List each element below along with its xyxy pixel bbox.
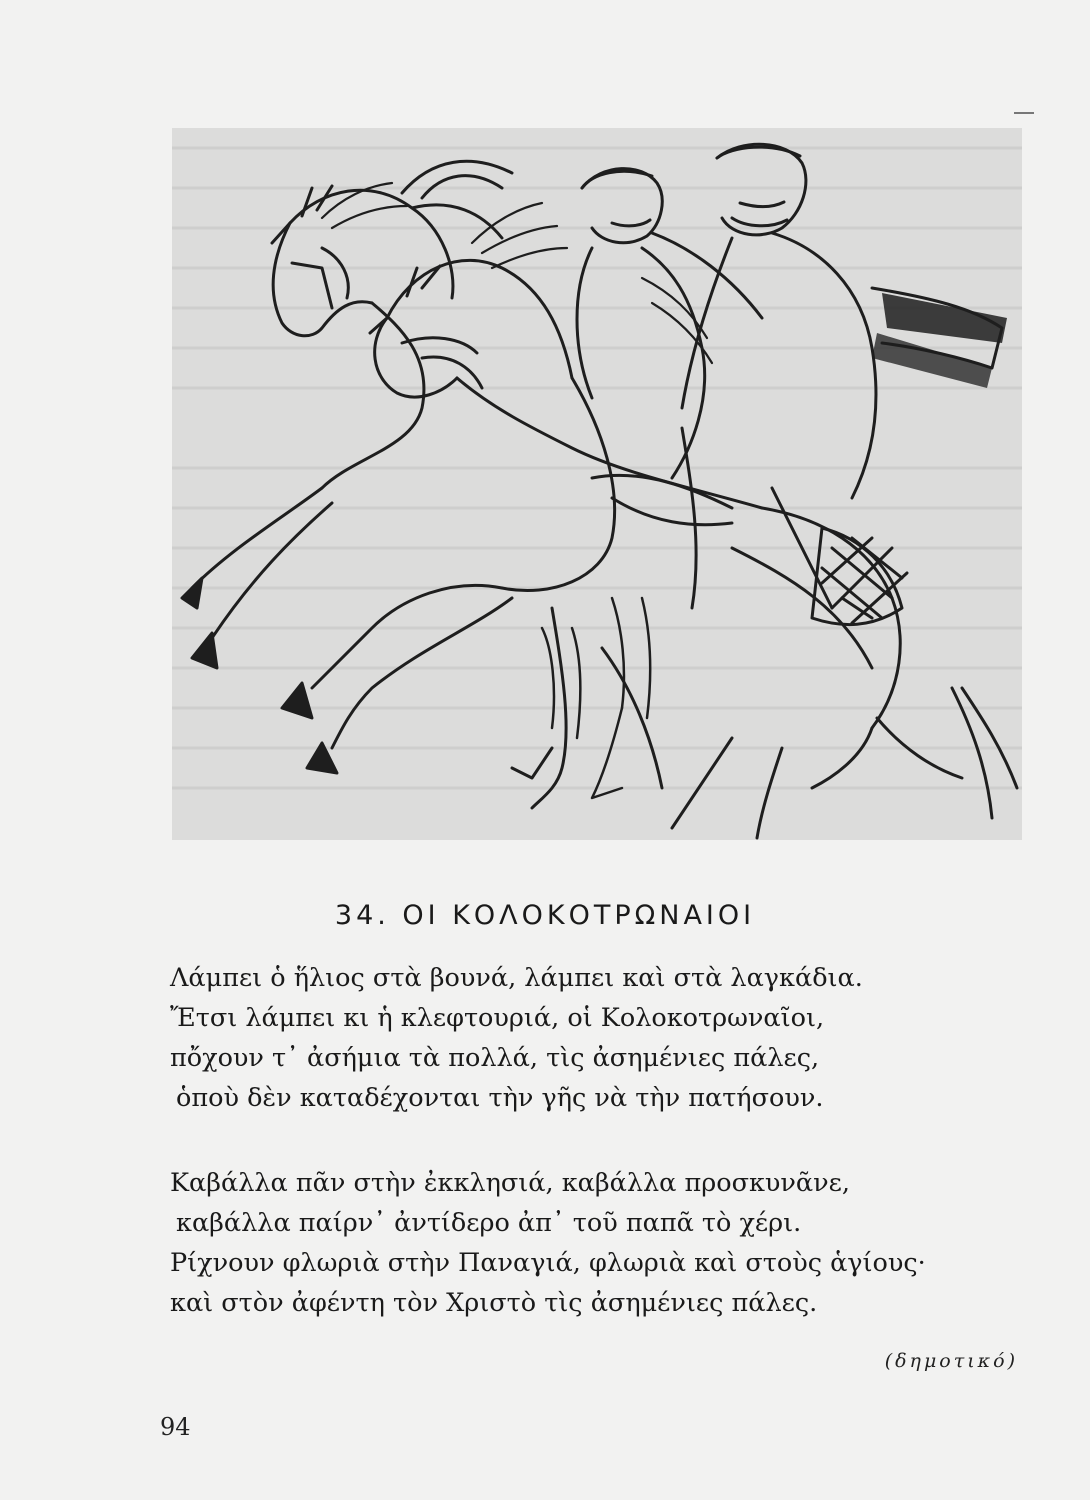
page-number: 94 [160,1413,191,1441]
verse-line: Ἔτσι λάμπει κι ἡ κλεφτουριά, οἱ Κολοκοτρωναῖοι, [170,1003,825,1033]
stanza-2 [170,1163,1030,1323]
rider-right [592,144,1002,788]
corner-mark [1014,112,1034,126]
manes [322,183,712,363]
saddle-blanket [812,528,907,625]
verse-line: πὄχουν τ᾽ ἀσήμια τὰ πολλά, τὶς ἀσημένιες πάλες, [170,1043,820,1073]
poem-source: (δημοτικό) [884,1350,1018,1372]
verse-line: Ρίχνουν φλωριὰ στὴν Παναγιά, φλωριὰ καὶ στοὺς ἁγίους· [170,1248,926,1278]
verse-line: Λάμπει ὁ ἥλιος στὰ βουνά, λάμπει καὶ στὰ λαγκάδια. [170,963,863,993]
back-horse [182,161,512,668]
verse-line: Καβάλλα πᾶν στὴν ἐκκλησιά, καβάλλα προσκυνᾶνε, [170,1168,850,1198]
verse-line: ὁποὺ δὲν καταδέχονται τὴν γῆς νὰ τὴν πατήσουν. [176,1083,824,1113]
illustration-horsemen [172,128,1022,840]
rider-left [512,169,762,808]
stanza-1 [170,958,1030,1118]
verse-line: καὶ στὸν ἀφέντη τὸν Χριστὸ τὶς ἀσημένιες πάλες. [170,1288,818,1318]
verse-line: καβάλλα παίρν᾽ ἀντίδερο ἀπ᾽ τοῦ παπᾶ τὸ χέρι. [176,1208,802,1238]
poem-title: 34. ΟΙ ΚΟΛΟΚΟΤΡΩΝΑΙΟΙ [334,900,756,931]
